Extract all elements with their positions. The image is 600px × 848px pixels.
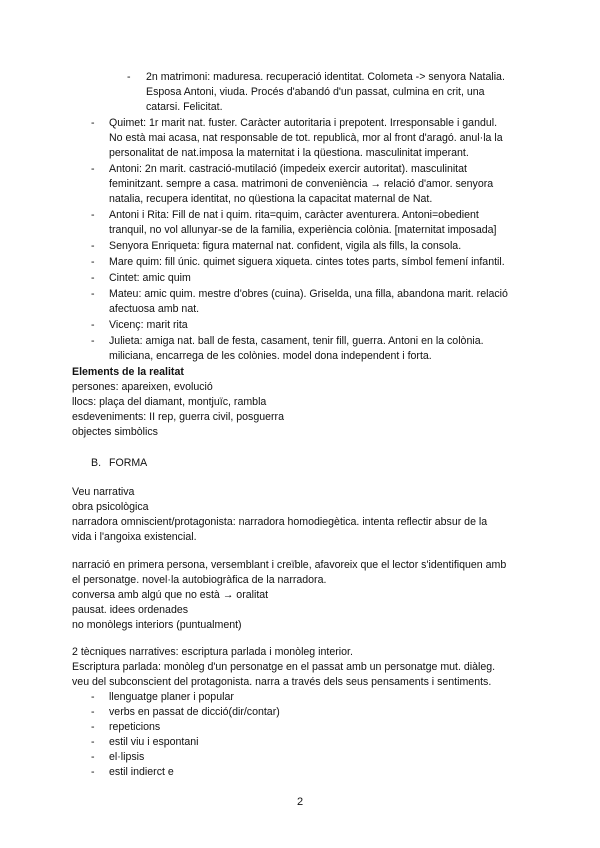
body-line: vida i l'angoixa existencial.: [72, 531, 197, 543]
character-line: Mateu: amic quim. mestre d'obres (cuina). Griselda, una filla, abandona marit. relació: [109, 288, 508, 300]
section-heading: Elements de la realitat: [72, 366, 184, 378]
body-line: conversa amb algú que no està → oralitat: [72, 589, 269, 601]
nested-line: Esposa Antoni, viuda. Procés d'abandó d'un passat, culmina en crit, una: [146, 86, 485, 98]
body-line: Veu narrativa: [72, 486, 135, 498]
list-dash: -: [91, 209, 95, 221]
body-line: veu del subconscient del protagonista. narra a través dels seus pensaments i sentiments.: [72, 676, 492, 688]
list-dash: -: [91, 751, 95, 763]
character-line: afectuosa amb nat.: [109, 303, 200, 315]
body-line: Escriptura parlada: monòleg d'un personatge en el passat amb un personatge mut. diàleg.: [72, 661, 496, 673]
realitat-line: persones: apareixen, evolució: [72, 381, 213, 393]
character-line: Antoni i Rita: Fill de nat i quim. rita=quim, caràcter aventurera. Antoni=obedient: [109, 209, 479, 221]
list-dash: -: [91, 256, 95, 268]
nested-line: 2n matrimoni: maduresa. recuperació identitat. Colometa -> senyora Natalia.: [146, 71, 505, 83]
feature-item: llenguatge planer i popular: [109, 691, 234, 703]
feature-item: repeticions: [109, 721, 161, 733]
character-line: Senyora Enriqueta: figura maternal nat. confident, vigila als fills, la consola.: [109, 240, 462, 252]
character-line: Mare quim: fill únic. quimet siguera xiqueta. cintes totes parts, símbol femení infantil.: [109, 256, 505, 268]
body-line: narració en primera persona, versemblant i creïble, afavoreix que el lector s'identifiquen amb: [72, 559, 507, 571]
page-number: 2: [296, 796, 304, 808]
character-line: Quimet: 1r marit nat. fuster. Caràcter autoritaria i prepotent. Irresponsable i gandul.: [109, 117, 498, 129]
nested-line: catarsi. Felicitat.: [146, 101, 223, 113]
character-line: No està mai acasa, nat responsable de tot. republicà, mor al front d'aragó. anul·la la: [109, 132, 503, 144]
body-line: narradora omniscient/protagonista: narradora homodiegètica. intenta reflectir absur de la: [72, 516, 488, 528]
feature-item: el·lipsis: [109, 751, 145, 763]
list-dash: -: [91, 117, 95, 129]
list-dash: -: [91, 691, 95, 703]
feature-item: verbs en passat de dicció(dir/contar): [109, 706, 280, 718]
body-line: pausat. idees ordenades: [72, 604, 189, 616]
character-line: Julieta: amiga nat. ball de festa, casament, tenir fill, guerra. Antoni en la colònia.: [109, 335, 484, 347]
body-line: no monòlegs interiors (puntualment): [72, 619, 242, 631]
realitat-line: llocs: plaça del diamant, montjuïc, rambla: [72, 396, 267, 408]
list-dash: -: [91, 272, 95, 284]
body-line: 2 tècniques narratives: escriptura parlada i monòleg interior.: [72, 646, 353, 658]
character-line: natalia, recupera identitat, no qüestiona la capacitat maternal de Nat.: [109, 193, 433, 205]
realitat-line: objectes simbòlics: [72, 426, 158, 438]
list-dash: -: [91, 288, 95, 300]
character-line: personalitat de nat.imposa la maternitat i la qüestiona. masculinitat imperant.: [109, 147, 469, 159]
feature-item: estil indierct e: [109, 766, 174, 778]
realitat-line: esdeveniments: II rep, guerra civil, posguerra: [72, 411, 284, 423]
section-number: B.: [91, 457, 102, 469]
body-line: obra psicològica: [72, 501, 149, 513]
list-dash: -: [91, 721, 95, 733]
feature-item: estil viu i espontani: [109, 736, 199, 748]
list-dash: -: [91, 335, 95, 347]
list-dash: -: [91, 163, 95, 175]
list-dash: -: [91, 319, 95, 331]
character-line: feminitzant. sempre a casa. matrimoni de conveniència → relació d'amor. senyora: [109, 178, 494, 190]
character-line: Vicenç: marit rita: [109, 319, 188, 331]
character-line: Cintet: amic quim: [109, 272, 191, 284]
character-line: Antoni: 2n marit. castració-mutilació (impedeix exercir autoritat). masculinitat: [109, 163, 467, 175]
list-dash: -: [91, 736, 95, 748]
nested-dash: -: [127, 71, 131, 83]
character-line: tranquil, no vol allunyar-se de la familia, experiència colònia. [maternitat imposada]: [109, 224, 497, 236]
list-dash: -: [91, 240, 95, 252]
list-dash: -: [91, 706, 95, 718]
character-line: miliciana, encarrega de les colònies. model dona independent i forta.: [109, 350, 432, 362]
body-line: el personatge. novel·la autobiogràfica de la narradora.: [72, 574, 327, 586]
section-title: FORMA: [109, 457, 148, 469]
list-dash: -: [91, 766, 95, 778]
